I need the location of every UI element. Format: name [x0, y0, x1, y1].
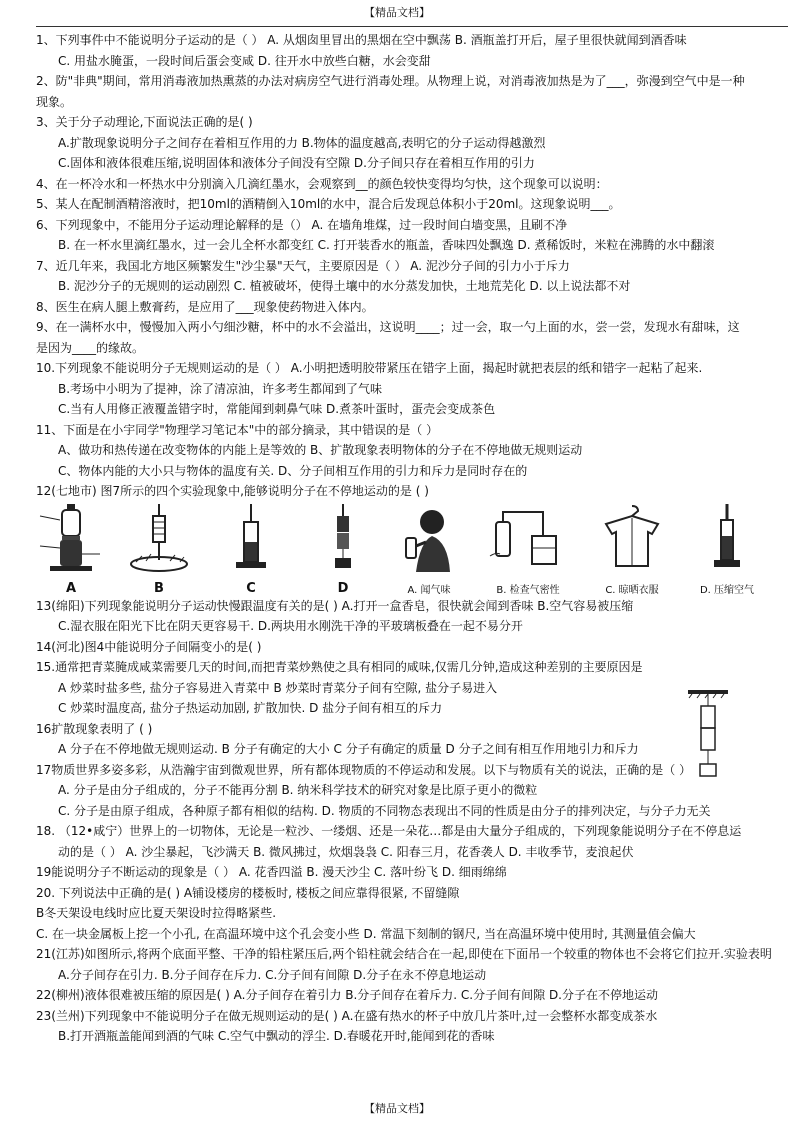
figure-b: B [124, 502, 194, 596]
question-16-options: A 分子在不停地做无规则运动. B 分子有确定的大小 C 分子有确定的质量 D 分子之间有相互作用地引力和斥力 [58, 742, 639, 756]
compress-air-icon [692, 502, 762, 578]
question-17: 17物质世界多姿多彩，从浩瀚宇宙到微观世界，所有都体现物质的不停运动和发展。以下与物质有关的说法，正确的是（ ） [36, 762, 692, 777]
coil-heater-icon [124, 502, 194, 578]
question-15-options-cd: C 炒菜时温度高, 盐分子热运动加剧, 扩散加快. D 盐分子间有相互的斥力 [58, 701, 443, 715]
bottle-experiment-icon [36, 502, 106, 578]
question-6: 6、下列现象中，不能用分子运动理论解释的是（） A. 在墙角堆煤，过一段时间白墙变黑，且刷不净 [36, 217, 568, 232]
question-1: 1、下列事件中不能说明分子运动的是（ ） A. 从烟囱里冒出的黑烟在空中飘荡 B. 酒瓶盖打开后，屋子里很快就闻到酒香味 [36, 33, 687, 47]
question-15-options-ab: A 炒菜时盐多些, 盐分子容易进入青菜中 B 炒菜时青菜分子间有空隙, 盐分子易进入 [58, 680, 498, 695]
question-19: 19能说明分子不断运动的现象是（ ） A. 花香四溢 B. 漫天沙尘 C. 落叶纷飞 D. 细雨绵绵 [36, 865, 507, 879]
question-14: 14(河北)图4中能说明分子间隔变小的是( ) [36, 639, 262, 654]
question-3-options-ab: A.扩散现象说明分子之间存在着相互作用的力 B.物体的温度越高,表明它的分子运动得越激烈 [58, 135, 546, 150]
question-20-option-b: B冬天架设电线时应比夏天架设时拉得略紧些. [36, 906, 277, 920]
question-12: 12(七地市) 图7所示的四个实验现象中,能够说明分子在不停地运动的是 ( ) [36, 484, 429, 498]
question-18: 18. （12•咸宁）世界上的一切物体，无论是一粒沙、一缕烟、还是一朵花…都是由大量分子组成的，下列现象能说明分子在不停息运 [36, 824, 742, 838]
question-9: 9、在一满杯水中，慢慢加入两小勺细沙糖，杯中的水不会溢出，这说明____；过一会，取一勺上面的水，尝一尝，发现水有甜味，这 [36, 320, 740, 334]
question-4: 4、在一杯冷水和一杯热水中分别滴入几滴红墨水，会观察到__的颜色较快变得均匀快，这个现象可以说明： [36, 176, 608, 191]
figure-14 [686, 690, 730, 780]
figure-strip [36, 502, 788, 596]
figure-compress: D. 压缩空气 [692, 502, 762, 596]
question-7-options: B. 泥沙分子的无规则的运动剧烈 C. 植被破坏，使得土壤中的水分蒸发加快，土地荒芜化 D. 以上说法都不对 [58, 279, 631, 293]
question-10: 10.下列现象不能说明分子无规则运动的是（ ） A.小明把透明胶带紧压在错字上面，揭起时就把表层的纸和错字一起粘了起来. [36, 361, 703, 375]
question-13-options: C.湿衣服在阳光下比在阴天更容易干. D.两块用水刚洗干净的平玻璃板叠在一起不易分开 [58, 619, 523, 633]
question-20: 20. 下列说法中正确的是( ) A铺设楼房的楼板时, 楼板之间应靠得很紧, 不留缝隙 [36, 885, 460, 900]
lead-blocks-icon [318, 502, 368, 578]
figure-smell: A. 闻气味 [394, 502, 464, 596]
question-9-cont: 是因为____的缘故。 [36, 340, 145, 355]
question-7: 7、近几年来，我国北方地区频繁发生"沙尘暴"天气，主要原因是（ ） A. 泥沙分子间的引力小于斥力 [36, 258, 570, 273]
piston-cylinder-icon [226, 502, 276, 578]
figure-c: C [226, 502, 276, 596]
question-2-cont: 现象。 [36, 94, 73, 109]
drying-clothes-icon [592, 502, 672, 578]
page-header: 【精品文档】 [364, 6, 430, 19]
question-list [36, 30, 788, 1047]
question-11: 11、下面是在小宇同学"物理学习笔记本"中的部分摘录，其中错误的是（ ） [36, 422, 439, 437]
figure-drying: C. 晾晒衣服 [592, 502, 672, 596]
figure-d: D [318, 502, 368, 596]
hanging-lead-cylinders-icon [686, 690, 730, 780]
question-10-options-cd: C.当有人用修正液覆盖错字时，常能闻到刺鼻气味 D.煮茶叶蛋时，蛋壳会变成茶色 [58, 402, 496, 416]
question-23: 23(兰州)下列现象中不能说明分子在做无规则运动的是( ) A.在盛有热水的杯子中放几片茶叶,过一会整杯水都变成茶水 [36, 1008, 658, 1023]
question-20-options-cd: C. 在一块金属板上挖一个小孔, 在高温环境中这个孔会变小些 D. 常温下刻制的钢尺, 当在高温环境中使用时, 其测量值会偏大 [36, 926, 696, 941]
question-17-options-ab: A. 分子是由分子组成的，分子不能再分割 B. 纳米科学技术的研究对象是比原子更小的微粒 [58, 783, 538, 797]
question-21: 21(江苏)如图所示,将两个底面平整、干净的铅柱紧压后,两个铅柱就会结合在一起,即使在下面吊一个较重的物体也不会将它们拉开.实验表明 [36, 947, 772, 961]
question-5: 5、某人在配制酒精溶液时，把10ml的酒精倒入10ml的水中，混合后发现总体积小于20ml。这现象说明___。 [36, 197, 621, 211]
person-smelling-icon [394, 502, 464, 578]
question-11-options-ab: A、做功和热传递在改变物体的内能上是等效的 B、扩散现象表明物体的分子在不停地做无规则运动 [58, 443, 583, 457]
question-1-options: C. 用盐水腌蛋，一段时间后蛋会变咸 D. 往开水中放些白糖，水会变甜 [58, 53, 431, 68]
figure-a: A [36, 502, 106, 596]
question-3-options-cd: C.固体和液体很难压缩,说明固体和液体分子间没有空隙 D.分子间只存在着相互作用的引力 [58, 156, 535, 170]
figure-airtight: B. 检查气密性 [488, 502, 568, 596]
question-21-options: A.分子间存在引力. B.分子间存在斥力. C.分子间有间隙 D.分子在永不停息地运动 [58, 967, 487, 982]
question-8: 8、医生在病人腿上敷膏药，是应用了___现象使药物进入体内。 [36, 299, 374, 314]
page-footer: 【精品文档】 [364, 1102, 430, 1115]
question-23-options: B.打开酒瓶盖能闻到酒的气味 C.空气中飘动的浮尘. D.春暖花开时,能闻到花的香味 [58, 1029, 495, 1043]
question-13: 13(绵阳)下列现象能说明分子运动快慢跟温度有关的是( ) A.打开一盒香皂，很快就会闻到香味 B.空气容易被压缩 [36, 598, 634, 613]
question-18-options: 动的是（ ） A. 沙尘暴起，飞沙满天 B. 微风拂过，炊烟袅袅 C. 阳春三月，花香袭人 D. 丰收季节，麦浪起伏 [58, 844, 634, 859]
question-22: 22(柳州)液体很难被压缩的原因是( ) A.分子间存在着引力 B.分子间存在着斥力. C.分子间有间隙 D.分子在不停地运动 [36, 988, 658, 1002]
question-3: 3、关于分子动理论,下面说法正确的是( ) [36, 115, 253, 129]
question-6-options: B. 在一杯水里滴红墨水，过一会儿全杯水都变红 C. 打开装香水的瓶盖，香味四处飘逸 D. 煮稀饭时，米粒在沸腾的水中翻滚 [58, 238, 715, 252]
question-11-options-cd: C、物体内能的大小只与物体的温度有关. D、分子间相互作用的引力和斥力是同时存在的 [58, 463, 528, 478]
question-17-options-cd: C. 分子是由原子组成，各种原子都有相似的结构. D. 物质的不同物态表现出不同的性质是由分子的排列决定，与分子力无关 [58, 803, 711, 818]
question-15: 15.通常把青菜腌成咸菜需要几天的时间,而把青菜炒熟使之具有相同的咸味,仅需几分钟,造成这种差别的主要原因是 [36, 660, 643, 674]
header-rule [36, 26, 788, 27]
question-2: 2、防"非典"期间，常用消毒液加热熏蒸的办法对病房空气进行消毒处理。从物理上说，对消毒液加热是为了___，弥漫到空气中是一种 [36, 74, 745, 88]
question-16: 16扩散现象表明了 ( ) [36, 721, 153, 736]
question-10-option-b: B.考场中小明为了提神，涂了清凉油，许多考生都闻到了气味 [58, 381, 383, 396]
airtight-check-icon [488, 502, 568, 578]
